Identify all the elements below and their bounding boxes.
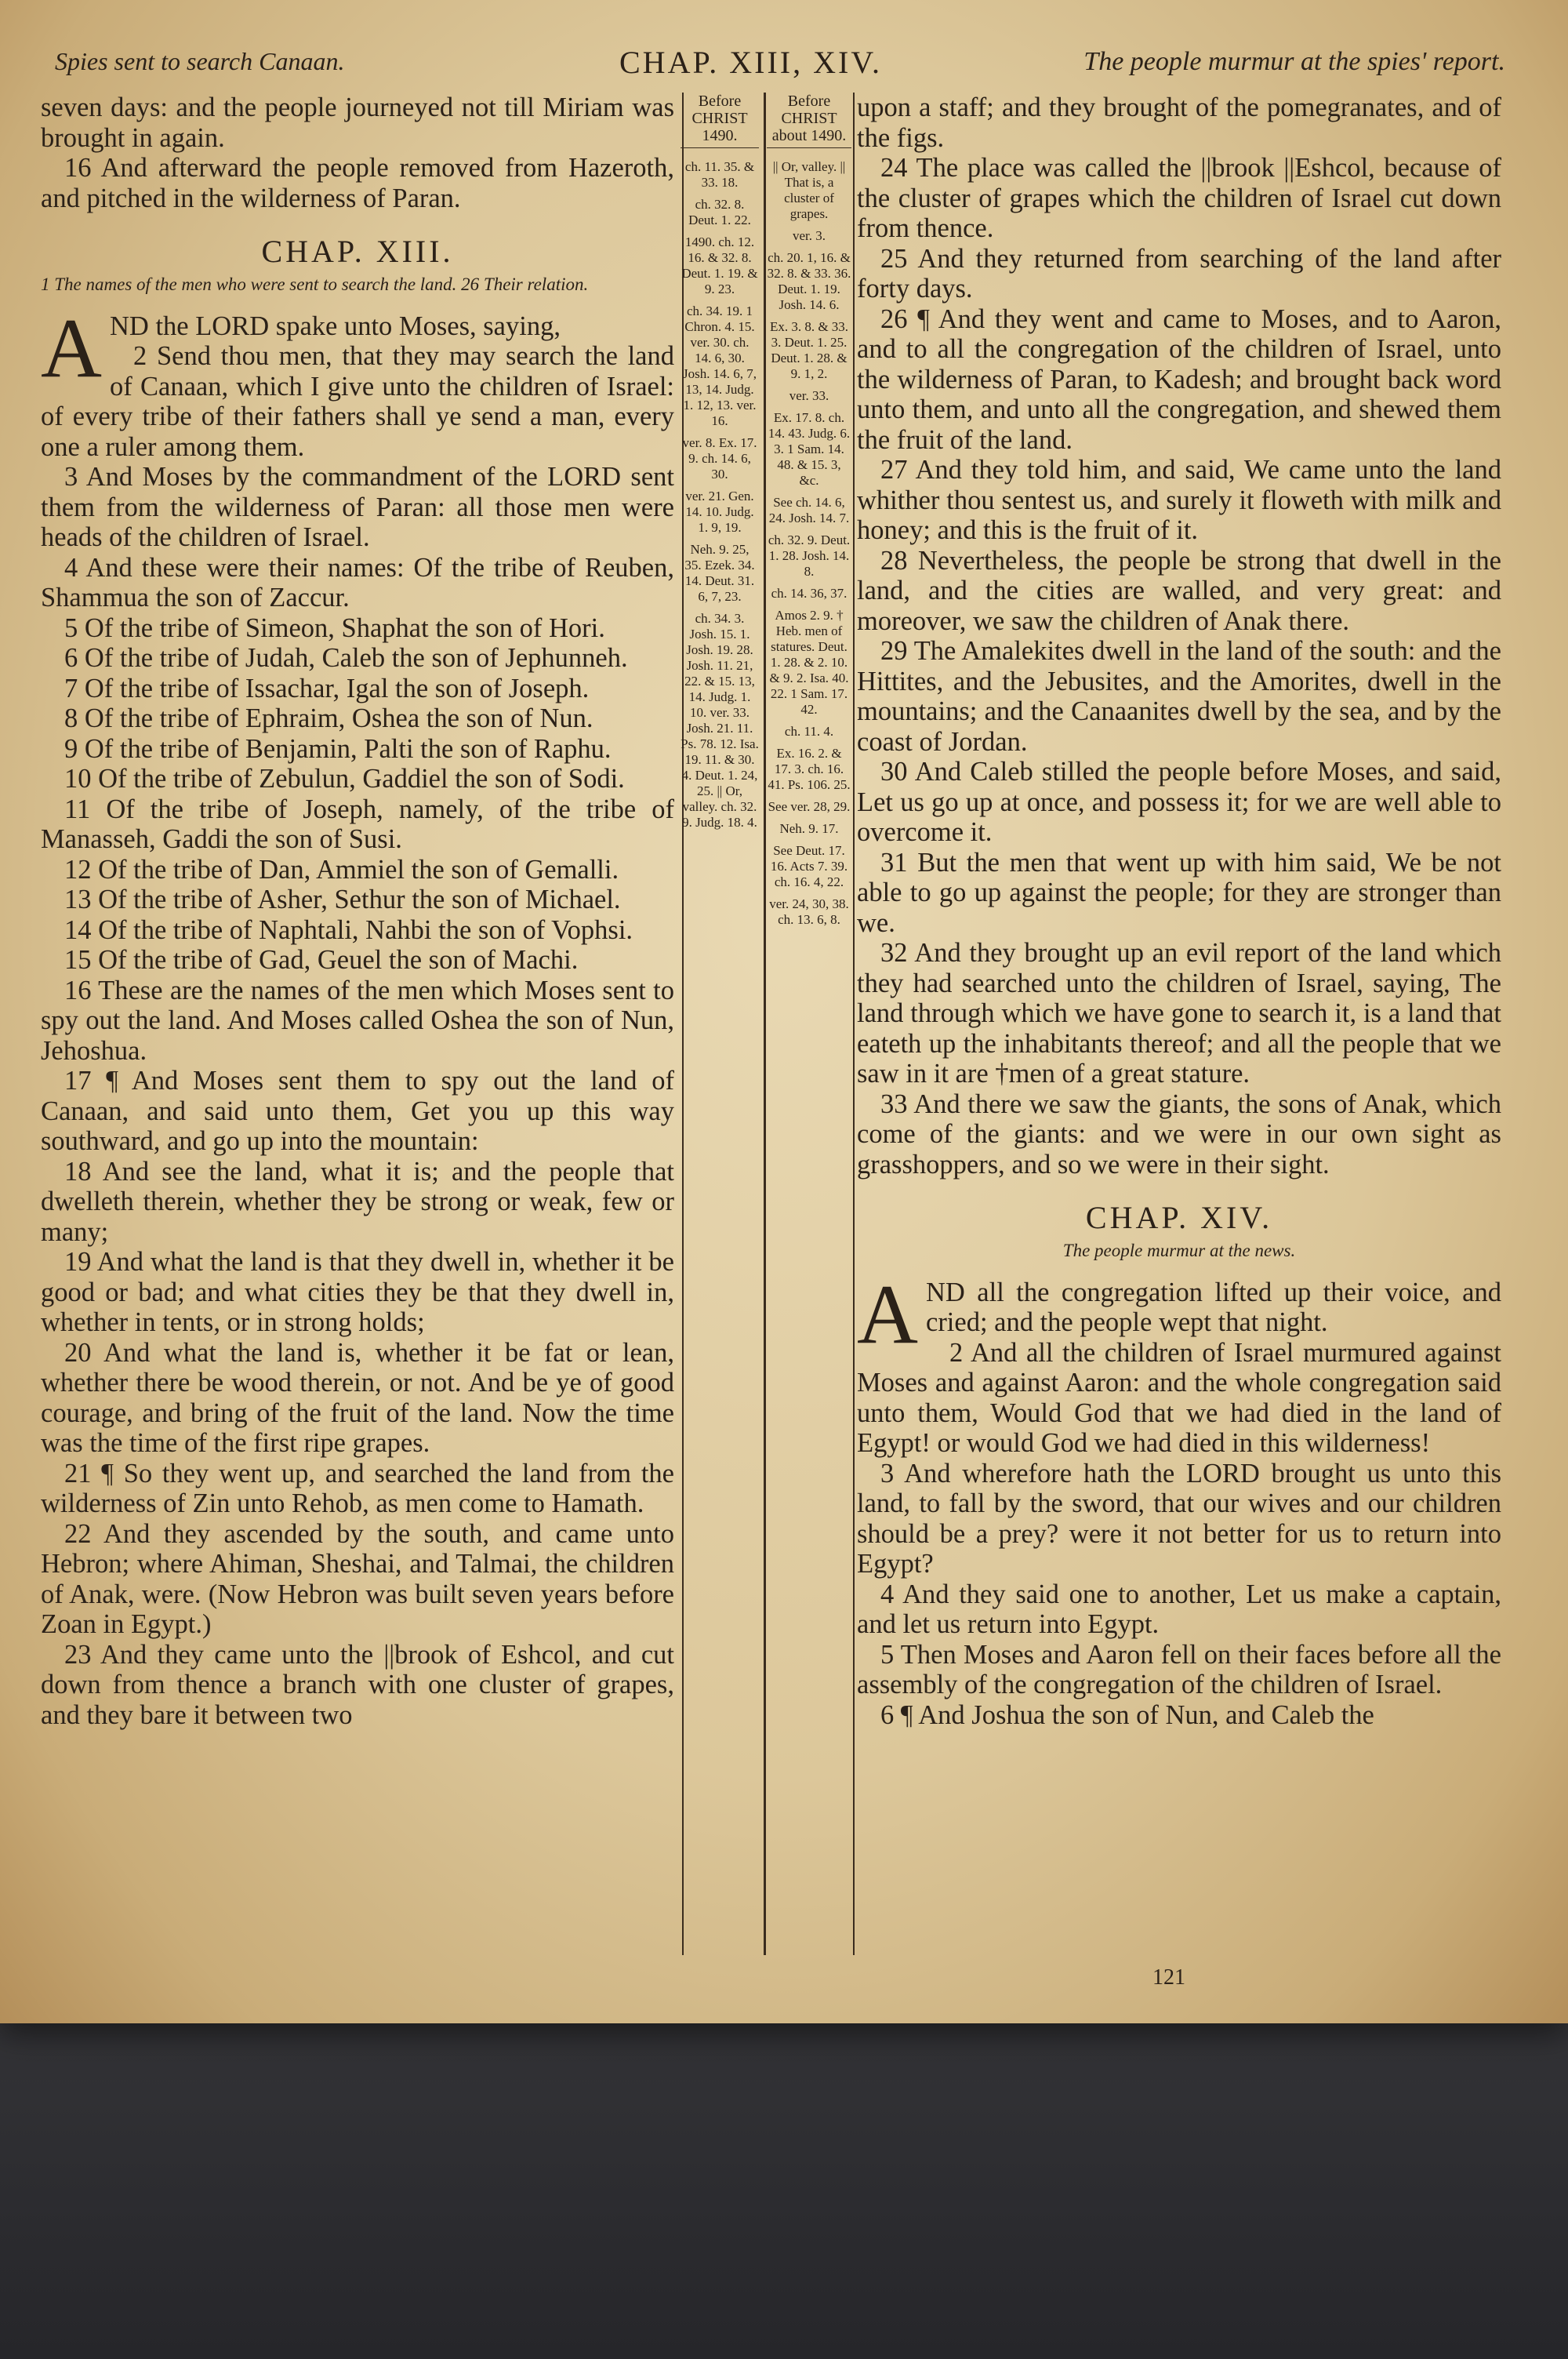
- right-verses: [857, 1338, 1501, 1731]
- column-rule-right: [853, 93, 855, 1955]
- page-number: 121: [1152, 1965, 1185, 1990]
- verse: 10 Of the tribe of Zebulun, Gaddiel the son of Sodi.: [64, 764, 625, 794]
- marginal-note: Neh. 9. 25, 35. Ezek. 34. 14. Deut. 31. 6, 7, 23.: [684, 542, 755, 604]
- marginal-note: ch. 34. 3. Josh. 15. 1. Josh. 19. 28. Josh. 11. 21, 22. & 15. 13, 14. Judg. 1. 10. ver. 33. Josh. 21. 11. Ps. 78. 12. Isa. 19. 11. & 30. 4. Deut. 1. 24, 25. || Or, valley. ch. 32. 9. Judg. 18. 4.: [681, 611, 759, 830]
- marginal-note: See Deut. 17. 16. Acts 7. 39. ch. 16. 4, 22.: [770, 843, 848, 889]
- header-left-title: Spies sent to search Canaan.: [55, 47, 345, 75]
- marginal-note: Ex. 17. 8. ch. 14. 43. Judg. 6. 3. 1 Sam. 14. 48. & 15. 3, &c.: [768, 410, 851, 488]
- verse: 16 These are the names of the men which Moses sent to spy out the land. And Moses called Oshea the son of Nun, Jehoshua.: [41, 975, 674, 1066]
- verse: 32 And they brought up an evil report of the land which they had searched unto the children of Israel, saying, The land through which we have gone to search it, is a land that eateth up the inhabitants thereof; and all the people that we saw in it are †men of a great stature.: [857, 938, 1501, 1089]
- first-verse-text: ND the LORD spake unto Moses, saying,: [110, 311, 561, 341]
- marginal-note: ver. 24, 30, 38. ch. 13. 6, 8.: [769, 896, 849, 927]
- verse: 19 And what the land is that they dwell in, whether it be good or bad; and what cities they be that they dwell in, whether in tents, or in strong holds;: [41, 1247, 674, 1337]
- header-right-title: The people murmur at the spies' report.: [1083, 47, 1505, 76]
- verse: 24 The place was called the ||brook ||Eshcol, because of the cluster of grapes which the children of Israel cut down from thence.: [857, 153, 1501, 243]
- verse: 21 ¶ So they went up, and searched the land from the wilderness of Zin unto Rehob, as men come to Hamath.: [41, 1458, 674, 1518]
- verse: 26 ¶ And they went and came to Moses, and to Aaron, and to all the congregation of the children of Israel, unto the wilderness of Paran, to Kadesh; and brought back word unto them, and unto all the congregation, and shewed them the fruit of the land.: [857, 304, 1501, 455]
- marginal-note: Amos 2. 9. † Heb. men of statures. Deut. 1. 28. & 2. 10. & 9. 2. Isa. 40. 22. 1 Sam. 17. 42.: [769, 608, 849, 717]
- running-header: [0, 41, 1568, 88]
- left-verses: [41, 341, 674, 1730]
- verse: 33 And there we saw the giants, the sons of Anak, which come of the giants: and we were in our own sight as grasshoppers, and so we were in their sight.: [857, 1089, 1501, 1180]
- marginal-note: ch. 14. 36, 37.: [771, 586, 848, 601]
- marginal-note: Neh. 9. 17.: [779, 821, 839, 836]
- verse: 3 And Moses by the commandment of the LORD sent them from the wilderness of Paran: all those men were heads of the children of Israel.: [41, 462, 674, 552]
- verse: 14 Of the tribe of Naphtali, Nahbi the son of Vophsi.: [64, 914, 633, 945]
- marginal-note: See ch. 14. 6, 24. Josh. 14. 7.: [768, 495, 850, 525]
- left-text-column: [41, 93, 674, 1730]
- chapter-title-xiii: CHAP. XIII.: [261, 234, 454, 269]
- verse: 25 And they returned from searching of the land after forty days.: [857, 243, 1501, 304]
- verse: 5 Of the tribe of Simeon, Shaphat the son of Hori.: [64, 612, 605, 643]
- drop-cap: A: [857, 1267, 918, 1361]
- marginal-note: 1490. ch. 12. 16. & 32. 8. Deut. 1. 19. & 9. 23.: [681, 234, 758, 296]
- marginal-references-left: [681, 93, 759, 837]
- verse: 2 Send thou men, that they may search the land of Canaan, which I give unto the children of Israel: of every tribe of their fathers shall ye send a man, every one a ruler among them.: [41, 341, 674, 462]
- verse: 7 Of the tribe of Issachar, Igal the son of Joseph.: [64, 673, 590, 703]
- chapter-summary-xiii: 1 The names of the men who were sent to search the land. 26 Their relation.: [41, 274, 589, 294]
- verse: 2 And all the children of Israel murmured against Moses and against Aaron: and the whole congregation said unto them, Would God that we had died in the land of Egypt! or would God we had died in this wilderness!: [857, 1337, 1501, 1458]
- first-verse-xiii: [41, 301, 674, 395]
- right-opening-verses: [857, 93, 1501, 1180]
- verse: 31 But the men that went up with him said, We be not able to go up against the people; for they are stronger than we.: [857, 847, 1501, 938]
- marginal-note: ver. 8. Ex. 17. 9. ch. 14. 6, 30.: [682, 435, 757, 482]
- marginal-note: ver. 21. Gen. 14. 10. Judg. 1. 9, 19.: [685, 489, 754, 535]
- verse: 28 Nevertheless, the people be strong that dwell in the land, and the cities are walled, and very great: and moreover, we saw the children of Anak there.: [857, 545, 1501, 636]
- verse: 22 And they ascended by the south, and came unto Hebron; where Ahiman, Sheshai, and Talmai, the children of Anak, were. (Now Hebron was built seven years before Zoan in Egypt.): [41, 1518, 674, 1639]
- verse: 23 And they came unto the ||brook of Eshcol, and cut down from thence a branch with one cluster of grapes, and they bare it between two: [41, 1639, 674, 1730]
- marginal-note: ch. 32. 9. Deut. 1. 28. Josh. 14. 8.: [768, 533, 851, 579]
- before-christ-label: Before CHRIST 1490.: [681, 93, 759, 148]
- drop-cap: A: [41, 301, 102, 395]
- marginal-note: ch. 34. 19. 1 Chron. 4. 15. ver. 30. ch. 14. 6, 30. Josh. 14. 6, 7, 13, 14. Judg. 1. 12, 13. ver. 16.: [683, 304, 757, 428]
- chapter-title-xiv: CHAP. XIV.: [1085, 1200, 1273, 1235]
- verse: 17 ¶ And Moses sent them to spy out the land of Canaan, and said unto them, Get you up this way southward, and go up into the mountain:: [41, 1066, 674, 1156]
- header-chapter: CHAP. XIII, XIV.: [619, 45, 883, 80]
- marginal-note: || Or, valley. || That is, a cluster of grapes.: [772, 159, 846, 221]
- verse: 18 And see the land, what it is; and the people that dwelleth therein, whether they be strong or weak, few or many;: [41, 1156, 674, 1247]
- marginal-note: Ex. 16. 2. & 17. 3. ch. 16. 41. Ps. 106. 25.: [768, 746, 851, 792]
- verse: 16 And afterward the people removed from Hazeroth, and pitched in the wilderness of Paran.: [41, 153, 674, 213]
- marginal-note: ver. 3.: [792, 228, 826, 243]
- marginal-note: ch. 11. 35. & 33. 18.: [684, 159, 755, 190]
- first-verse-xiv: [857, 1267, 1501, 1361]
- verse: 4 And they said one to another, Let us make a captain, and let us return into Egypt.: [857, 1579, 1501, 1639]
- verse: 3 And wherefore hath the LORD brought us unto this land, to fall by the sword, that our wives and our children should be a prey? were it not better for us to return into Egypt?: [857, 1458, 1501, 1579]
- verse: 12 Of the tribe of Dan, Ammiel the son of Gemalli.: [64, 854, 619, 885]
- verse: upon a staff; and they brought of the pomegranates, and of the figs.: [857, 93, 1501, 153]
- verse: 5 Then Moses and Aaron fell on their faces before all the assembly of the congregation of the children of Israel.: [857, 1639, 1501, 1699]
- verse: seven days: and the people journeyed not till Miriam was brought in again.: [41, 93, 674, 153]
- marginal-note: See ver. 28, 29.: [768, 799, 851, 814]
- verse: 6 ¶ And Joshua the son of Nun, and Caleb the: [880, 1699, 1374, 1730]
- marginal-note: ver. 33.: [789, 388, 829, 403]
- verse: 6 Of the tribe of Judah, Caleb the son of Jephunneh.: [64, 643, 628, 673]
- right-text-column: [857, 93, 1501, 1730]
- verse: 13 Of the tribe of Asher, Sethur the son of Michael.: [64, 885, 621, 914]
- column-rule-center: [764, 93, 766, 1955]
- marginal-notes-right: [767, 159, 851, 928]
- marginal-note: ch. 11. 4.: [784, 724, 834, 739]
- verse: 11 Of the tribe of Joseph, namely, of the tribe of Manasseh, Gaddi the son of Susi.: [41, 794, 674, 854]
- marginal-note: ch. 20. 1, 16. & 32. 8. & 33. 36. Deut. 1. 19. Josh. 14. 6.: [767, 250, 851, 312]
- marginal-note: Ex. 3. 8. & 33. 3. Deut. 1. 25. Deut. 1. 28. & 9. 1, 2.: [769, 319, 849, 381]
- verse: 27 And they told him, and said, We came unto the land whither thou sentest us, and surely it floweth with milk and honey; and this is the fruit of it.: [857, 455, 1501, 545]
- marginal-notes-left: [681, 159, 759, 831]
- before-christ-label: Before CHRIST about 1490.: [767, 93, 851, 148]
- left-opening-verses: [41, 93, 674, 213]
- verse: 8 Of the tribe of Ephraim, Oshea the son of Nun.: [64, 703, 593, 733]
- marginal-references-right: [767, 93, 851, 934]
- verse: 4 And these were their names: Of the tribe of Reuben, Shammua the son of Zaccur.: [41, 552, 674, 612]
- marginal-note: ch. 32. 8. Deut. 1. 22.: [688, 197, 751, 227]
- first-verse-text: ND all the congregation lifted up their voice, and cried; and the people wept that night.: [926, 1277, 1501, 1337]
- verse: 29 The Amalekites dwell in the land of the south: and the Hittites, and the Jebusites, and the Amorites, dwell in the mountains; and the Canaanites dwell by the sea, and by the coast of Jordan.: [857, 636, 1501, 757]
- verse: 9 Of the tribe of Benjamin, Palti the son of Raphu.: [64, 733, 612, 764]
- verse: 15 Of the tribe of Gad, Geuel the son of Machi.: [64, 945, 579, 975]
- verse: 20 And what the land is, whether it be fat or lean, whether there be wood therein, or not. And be ye of good courage, and bring of the fruit of the land. Now the time was the time of the first ripe grapes.: [41, 1337, 674, 1458]
- verse: 30 And Caleb stilled the people before Moses, and said, Let us go up at once, and possess it; for we are well able to overcome it.: [857, 757, 1501, 847]
- chapter-summary-xiv: The people murmur at the news.: [1062, 1240, 1296, 1260]
